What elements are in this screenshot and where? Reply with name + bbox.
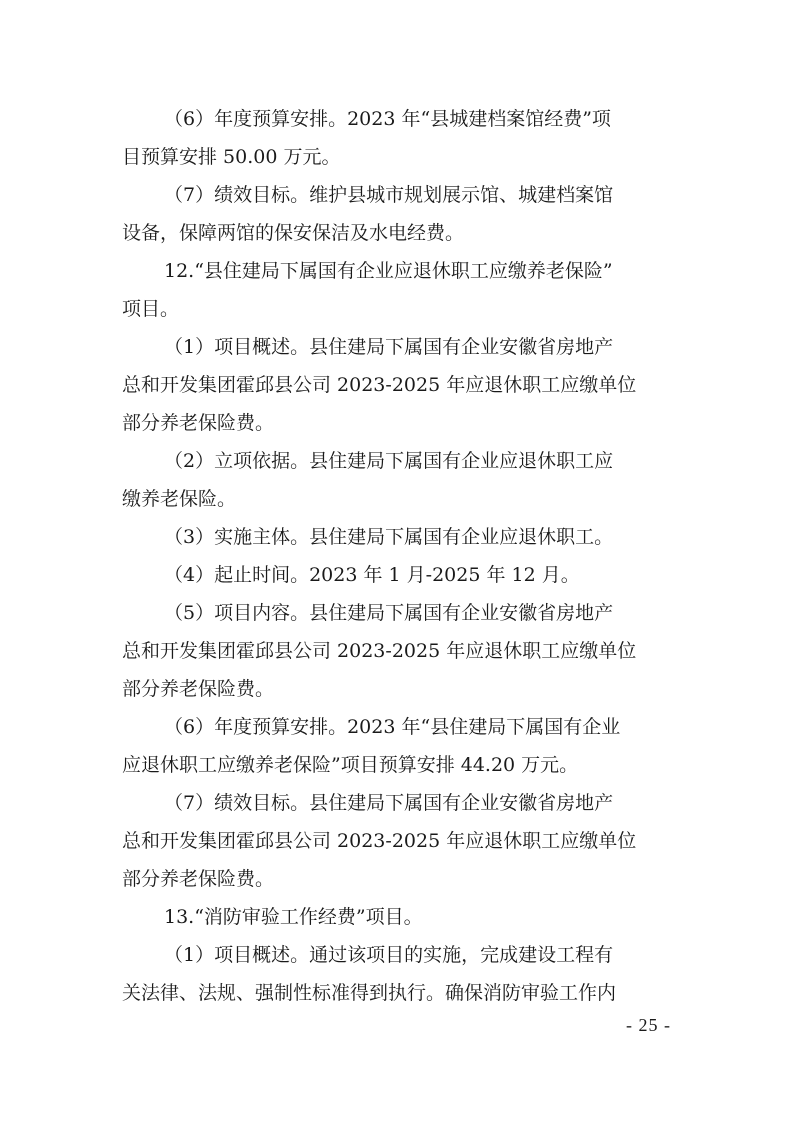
text-line: 总和开发集团霍邱县公司 2023-2025 年应退休职工应缴单位 bbox=[122, 374, 637, 396]
text-line: 总和开发集团霍邱县公司 2023-2025 年应退休职工应缴单位 bbox=[122, 640, 637, 662]
text-line: 设备，保障两馆的保安保洁及水电经费。 bbox=[122, 222, 465, 244]
text-line: 部分养老保险费。 bbox=[122, 678, 275, 700]
text-line: （7）绩效目标。维护县城市规划展示馆、城建档案馆 bbox=[164, 184, 614, 206]
text-line: 总和开发集团霍邱县公司 2023-2025 年应退休职工应缴单位 bbox=[122, 830, 637, 852]
text-line: 项目。 bbox=[122, 298, 180, 320]
text-line: （2）立项依据。县住建局下属国有企业应退休职工应 bbox=[164, 450, 614, 472]
text-line: 关法律、法规、强制性标准得到执行。确保消防审验工作内 bbox=[122, 982, 617, 1004]
text-line: 目预算安排 50.00 万元。 bbox=[122, 146, 341, 168]
text-line: 部分养老保险费。 bbox=[122, 868, 275, 890]
text-line: 12.“县住建局下属国有企业应退休职工应缴养老保险” bbox=[164, 260, 613, 282]
text-line: 13.“消防审验工作经费”项目。 bbox=[164, 906, 423, 928]
text-line: （1）项目概述。通过该项目的实施，完成建设工程有 bbox=[164, 944, 614, 966]
text-line: （4）起止时间。2023 年 1 月-2025 年 12 月。 bbox=[164, 564, 580, 586]
text-line: （7）绩效目标。县住建局下属国有企业安徽省房地产 bbox=[164, 792, 614, 814]
text-line: 部分养老保险费。 bbox=[122, 412, 275, 434]
text-line: （3）实施主体。县住建局下属国有企业应退休职工。 bbox=[164, 526, 614, 548]
text-line: （6）年度预算安排。2023 年“县城建档案馆经费”项 bbox=[164, 108, 611, 130]
text-line: （1）项目概述。县住建局下属国有企业安徽省房地产 bbox=[164, 336, 614, 358]
text-line: 应退休职工应缴养老保险”项目预算安排 44.20 万元。 bbox=[122, 754, 579, 776]
text-line: 缴养老保险。 bbox=[122, 488, 237, 510]
text-line: （6）年度预算安排。2023 年“县住建局下属国有企业 bbox=[164, 716, 621, 738]
document-body bbox=[122, 100, 672, 1012]
text-line: （5）项目内容。县住建局下属国有企业安徽省房地产 bbox=[164, 602, 614, 624]
page-number: - 25 - bbox=[626, 1015, 671, 1035]
